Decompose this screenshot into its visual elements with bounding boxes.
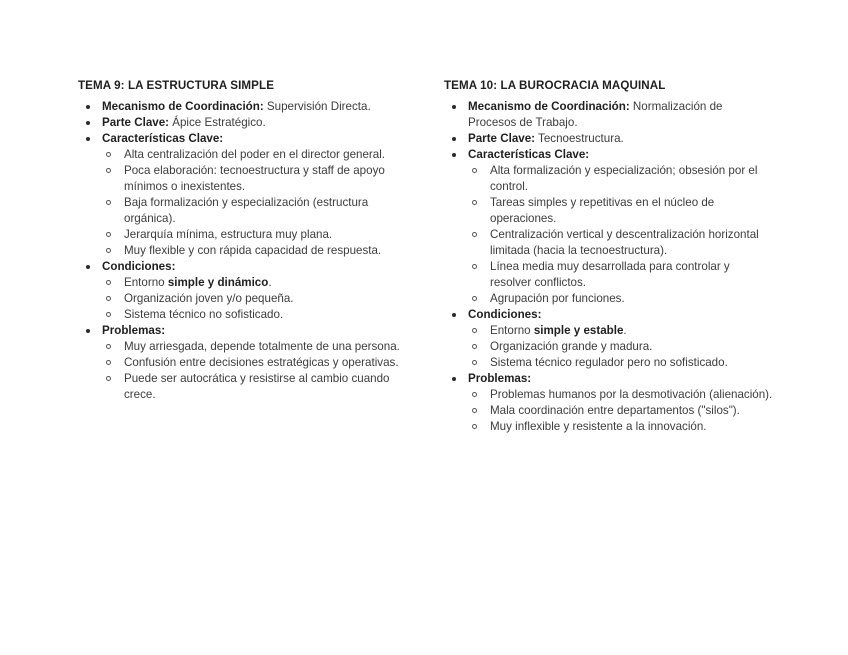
text: Entorno xyxy=(490,324,534,337)
tema10-condiciones xyxy=(444,307,774,371)
parte-clave-value: Tecnoestructura. xyxy=(535,132,624,145)
problemas-list xyxy=(468,387,774,435)
caracteristicas-list xyxy=(102,147,408,259)
list-item: Alta formalización y especialización; obsesión por el control. xyxy=(468,163,774,195)
text: . xyxy=(268,276,272,289)
mecanismo-value: Supervisión Directa. xyxy=(263,100,371,113)
parte-clave-label: Parte Clave: xyxy=(468,132,536,145)
condiciones-list xyxy=(102,275,408,323)
tema10-caracteristicas xyxy=(444,147,774,307)
list-item: Muy arriesgada, depende totalmente de una persona. xyxy=(102,339,408,355)
list-item: Mala coordinación entre departamentos ("silos"). xyxy=(468,403,774,419)
problemas-list xyxy=(102,339,408,403)
parte-clave-value: Ápice Estratégico. xyxy=(169,116,266,129)
tema9-section xyxy=(78,78,408,403)
list-item: Sistema técnico regulador pero no sofisticado. xyxy=(468,355,774,371)
list-item: Baja formalización y especialización (estructura orgánica). xyxy=(102,195,408,227)
tema10-parte-clave xyxy=(444,131,774,147)
list-item: Problemas humanos por la desmotivación (alienación). xyxy=(468,387,774,403)
list-item: Poca elaboración: tecnoestructura y staff de apoyo mínimos o inexistentes. xyxy=(102,163,408,195)
tema9-problemas xyxy=(78,323,408,403)
tema9-condiciones xyxy=(78,259,408,323)
text: . xyxy=(623,324,627,337)
text: Entorno xyxy=(124,276,168,289)
list-item: Organización grande y madura. xyxy=(468,339,774,355)
caracteristicas-label: Características Clave: xyxy=(102,132,224,145)
problemas-label: Problemas: xyxy=(102,324,166,337)
tema9-caracteristicas xyxy=(78,131,408,259)
caracteristicas-label: Características Clave: xyxy=(468,148,590,161)
list-item: Organización joven y/o pequeña. xyxy=(102,291,408,307)
list-item: Confusión entre decisiones estratégicas y operativas. xyxy=(102,355,408,371)
list-item: Tareas simples y repetitivas en el núcleo de operaciones. xyxy=(468,195,774,227)
list-item: Muy inflexible y resistente a la innovación. xyxy=(468,419,774,435)
parte-clave-label: Parte Clave: xyxy=(102,116,170,129)
tema10-mecanismo xyxy=(444,99,774,131)
list-item: Puede ser autocrática y resistirse al cambio cuando crece. xyxy=(102,371,408,403)
list-item: Jerarquía mínima, estructura muy plana. xyxy=(102,227,408,243)
problemas-label: Problemas: xyxy=(468,372,532,385)
mecanismo-label: Mecanismo de Coordinación: xyxy=(102,100,264,113)
condiciones-label: Condiciones: xyxy=(102,260,176,273)
list-item xyxy=(468,323,774,339)
tema9-mecanismo xyxy=(78,99,408,115)
emphasis: simple y estable xyxy=(533,324,624,337)
mecanismo-label: Mecanismo de Coordinación: xyxy=(468,100,630,113)
list-item xyxy=(102,275,408,291)
condiciones-list xyxy=(468,323,774,371)
tema10-problemas xyxy=(444,371,774,435)
caracteristicas-list xyxy=(468,163,774,307)
list-item: Centralización vertical y descentralización horizontal limitada (hacia la tecnoestructura). xyxy=(468,227,774,259)
list-item: Sistema técnico no sofisticado. xyxy=(102,307,408,323)
tema9-parte-clave xyxy=(78,115,408,131)
tema9-list xyxy=(78,99,408,403)
list-item: Agrupación por funciones. xyxy=(468,291,774,307)
tema9-title: TEMA 9: LA ESTRUCTURA SIMPLE xyxy=(78,79,275,92)
list-item: Alta centralización del poder en el director general. xyxy=(102,147,408,163)
list-item: Línea media muy desarrollada para controlar y resolver conflictos. xyxy=(468,259,774,291)
tema10-section xyxy=(444,78,774,435)
mecanismo-value: Normalización de Procesos de Trabajo. xyxy=(468,100,723,129)
condiciones-label: Condiciones: xyxy=(468,308,542,321)
tema10-list xyxy=(444,99,774,435)
list-item: Muy flexible y con rápida capacidad de respuesta. xyxy=(102,243,408,259)
tema10-title: TEMA 10: LA BUROCRACIA MAQUINAL xyxy=(444,79,666,92)
emphasis: simple y dinámico xyxy=(167,276,269,289)
